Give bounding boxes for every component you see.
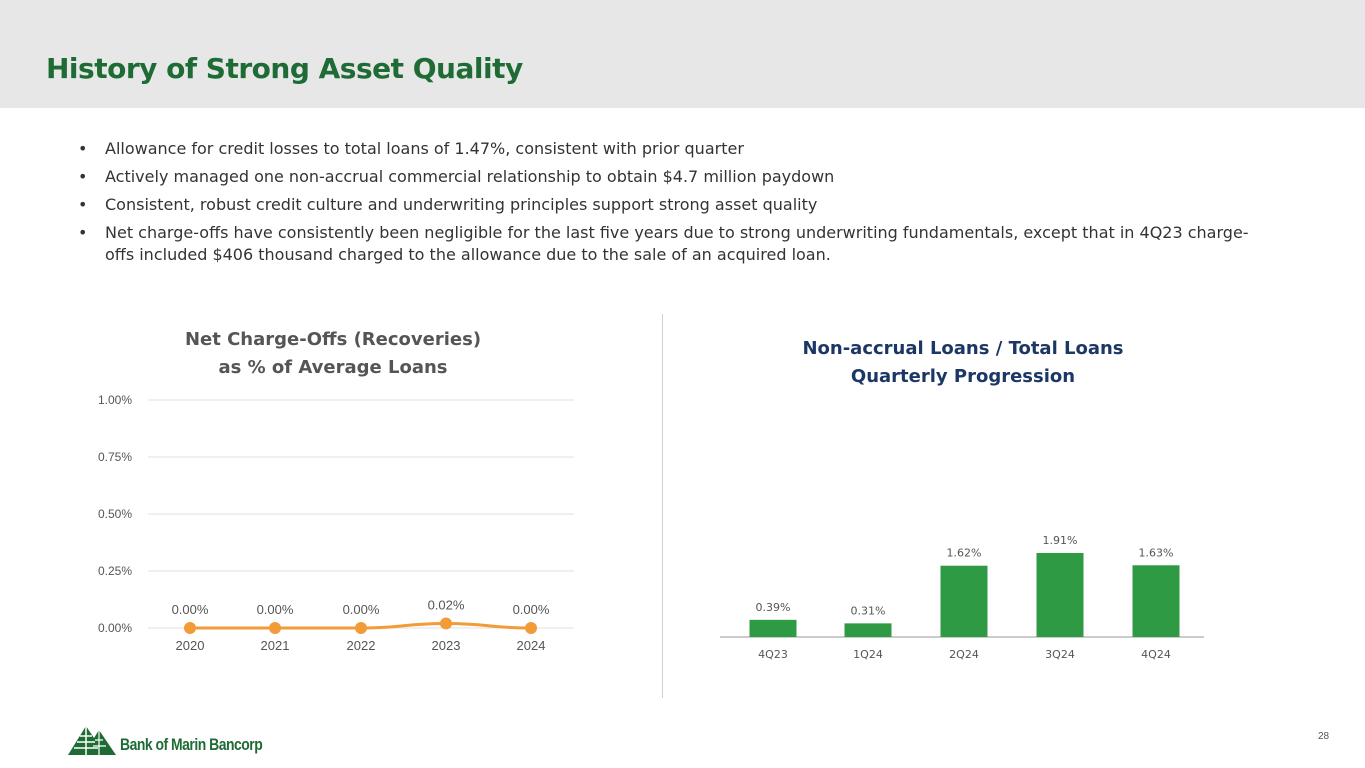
bar <box>1133 565 1180 637</box>
x-tick-label: 2023 <box>431 638 461 653</box>
x-tick-label: 4Q23 <box>758 648 788 661</box>
x-tick-label: 4Q24 <box>1141 648 1171 661</box>
data-label: 1.63% <box>1138 546 1174 560</box>
bar <box>1037 553 1084 637</box>
x-tick-label: 2022 <box>346 638 376 653</box>
logo-text: Bank of Marin Bancorp <box>120 735 263 754</box>
y-tick-label: 0.00% <box>97 621 132 635</box>
bullet-item: • Net charge-offs have consistently been negligible for the last five years due to strong underwriting fundamentals, except that in 4Q23 charge-offs included $406 thousand charged to the allowance due to the sale of an acquired loan. <box>78 222 1258 266</box>
x-tick-label: 1Q24 <box>853 648 883 661</box>
y-tick-label: 0.50% <box>97 507 132 521</box>
y-tick-label: 0.25% <box>97 564 132 578</box>
chart-title-line: Non-accrual Loans / Total Loans <box>802 338 1124 359</box>
chart-title-line: Quarterly Progression <box>850 366 1076 387</box>
y-tick-label: 1.00% <box>97 393 132 407</box>
data-label: 1.62% <box>946 546 982 560</box>
bullet-item: • Consistent, robust credit culture and underwriting principles support strong asset quality <box>78 194 1258 216</box>
page-title: History of Strong Asset Quality <box>46 52 523 85</box>
bar <box>941 566 988 637</box>
bar <box>750 620 797 637</box>
chart-title-line: as % of Average Loans <box>218 357 448 378</box>
page-number: 28 <box>1318 731 1330 742</box>
data-label: 0.00% <box>171 602 209 617</box>
x-tick-label: 2Q24 <box>949 648 979 661</box>
data-label: 0.31% <box>850 604 886 618</box>
x-tick-label: 3Q24 <box>1045 648 1075 661</box>
bar <box>845 623 892 637</box>
x-tick-label: 2021 <box>260 638 290 653</box>
data-label: 0.39% <box>755 600 791 614</box>
bullet-item: • Actively managed one non-accrual commercial relationship to obtain $4.7 million paydown <box>78 166 1258 188</box>
bank-logo <box>66 718 296 758</box>
bullet-item: • Allowance for credit losses to total loans of 1.47%, consistent with prior quarter <box>78 138 1258 160</box>
data-label: 1.91% <box>1042 533 1078 547</box>
data-label: 0.02% <box>427 597 465 613</box>
data-label: 0.00% <box>512 602 550 617</box>
mountain-tree-icon <box>66 718 126 758</box>
x-tick-label: 2024 <box>516 638 546 653</box>
data-label: 0.00% <box>342 602 380 617</box>
x-tick-label: 2020 <box>175 638 205 653</box>
data-label: 0.00% <box>256 602 294 617</box>
y-tick-label: 0.75% <box>97 450 132 464</box>
chart-title-line: Net Charge-Offs (Recoveries) <box>184 329 482 350</box>
